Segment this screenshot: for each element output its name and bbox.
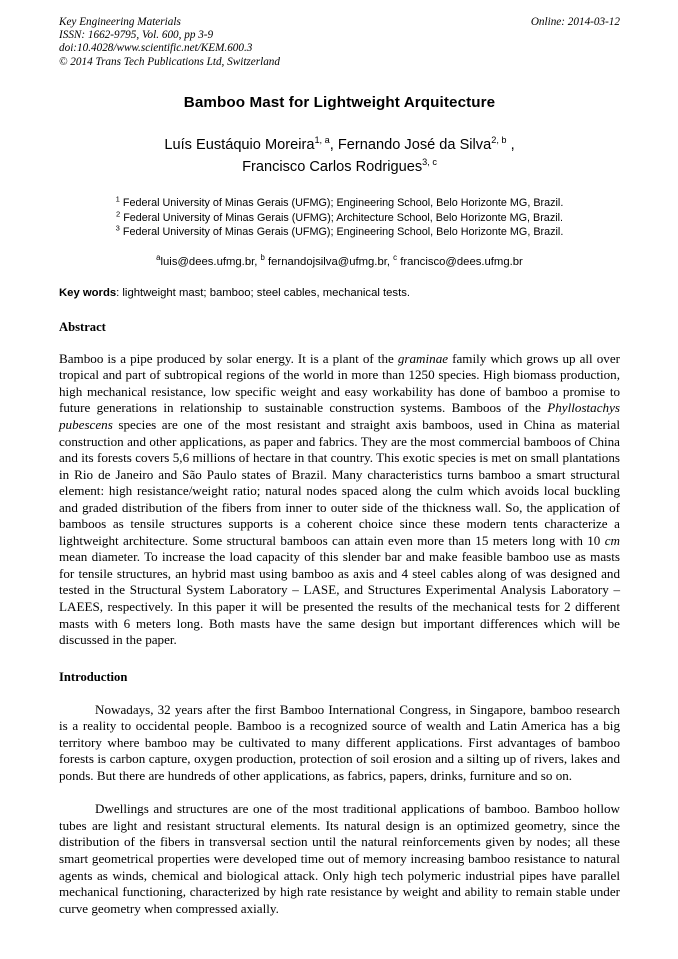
affiliation-item	[59, 225, 620, 240]
affiliation-marker: 2	[115, 209, 121, 218]
journal-copyright-line: © 2014 Trans Tech Publications Ltd, Switzerland	[59, 55, 280, 68]
journal-name: Key Engineering Materials	[59, 16, 181, 28]
journal-doi-line: doi:10.4028/www.scientific.net/KEM.600.3	[59, 42, 253, 55]
abstract-italic-unit-cm: cm	[604, 532, 620, 548]
abstract-italic-graminae: graminae	[397, 350, 449, 366]
affiliation-text: Federal University of Minas Gerais (UFMG); Architecture School, Belo Horizonte MG, Brazil.	[123, 211, 564, 224]
affiliation-item	[59, 196, 620, 211]
journal-issn-line: ISSN: 1662-9795, Vol. 600, pp 3-9	[59, 29, 214, 42]
email-address[interactable]: fernandojsilva@ufmg.br	[268, 255, 387, 268]
abstract-text-part-4: mean diameter. To increase the load capacity of this slender bar and make feasible bamboo use as masts for tensile structures, an hybrid mast using bamboo as axis and 4 steel cables along of was designed and tested in the Structural System Laboratory – LASE, and Structures Experimental Analysis Laboratory – LAEES, respectively. In this paper it will be presented the results of the mechanical tests for 2 different masts with 6 meters long. Both masts have the same design but important differences which will be discussed in the paper.	[59, 549, 620, 648]
keywords-label: Key words	[59, 286, 117, 299]
affiliation-text: Federal University of Minas Gerais (UFMG); Engineering School, Belo Horizonte MG, Brazil.	[122, 226, 564, 239]
introduction-paragraph: Dwellings and structures are one of the most traditional applications of bamboo. Bamboo hollow tubes are light and resistant structural elements. Its natural design is an optimized geometry, since the distribution of the fibers in transversal section until the natural reinforcements given by nodes; all these smart geometrical properties were developed time out of memory increasing bamboo resistance to natural agents as winds, chemical and biological attack. Only high tech polymeric industrial pipes have parallel mechanical functioning, characterized by high rate resistance by weight and ability to remain stable under curve geometry when compressed axially.	[59, 801, 620, 916]
affiliation-text: Federal University of Minas Gerais (UFMG); Engineering School, Belo Horizonte MG, Brazil.	[122, 197, 564, 209]
online-publication-date: Online: 2014-03-12	[530, 16, 620, 28]
affiliation-marker: 3	[115, 223, 120, 233]
keywords-value: lightweight mast; bamboo; steel cables, mechanical tests.	[122, 286, 411, 299]
author-name-3: Francisco Carlos Rodrigues	[242, 159, 423, 175]
keywords-separator: :	[116, 286, 123, 299]
abstract-heading: Abstract	[59, 319, 106, 334]
affiliation-item	[59, 211, 620, 226]
journal-header	[59, 16, 620, 72]
introduction-heading: Introduction	[59, 669, 128, 684]
email-separator: ,	[386, 255, 394, 268]
abstract-italic-phyllostachys: Phyllostachys pubescens	[59, 400, 620, 432]
abstract-paragraph	[59, 351, 620, 649]
email-address[interactable]: francisco@dees.ufmg.br	[400, 255, 523, 268]
author-affiliation-marker-2: 2, b	[491, 135, 507, 146]
page-title: Bamboo Mast for Lightweight Arquitecture	[183, 94, 496, 111]
author-separator-1: ,	[329, 137, 338, 153]
keywords-line	[59, 287, 620, 299]
email-separator: ,	[254, 255, 261, 268]
abstract-text-part-2: family which grows up all over tropical and part of subtropical regions of the world in more than 1250 species. High biomass production, high mechanical resistance, low specific weight and easy workability has done of bamboo a promise to future generations in relationship to sustainable construction systems. Bamboos of the	[59, 350, 620, 416]
affiliation-list	[59, 196, 620, 240]
abstract-text-part-3: species are one of the most resistant and straight axis bamboos, used in China as material construction and other applications, as paper and fabrics. They are the most commercial bamboos of China and its forests covers 5,6 millions of hectare in that country. This exotic species is met on small plantations in Rio de Janeiro and São Paulo states of Brazil. Many characteristics turns bamboo a smart structural element: high resistance/weight ratio; natural nodes spaced along the culm which avoids local buckling and graded distribution of the fibers from inner to outer side of the thickness wall. So, the application of bamboos as tensile structures supports is a coherent choice since these modern tents characterize a lightweight architecture. Some structural bamboos can attain even more than 15 meters long with 10	[59, 416, 620, 548]
affiliation-marker: 1	[115, 194, 120, 204]
author-line-1	[59, 134, 620, 156]
author-line-1-trailing: ,	[506, 137, 515, 153]
introduction-paragraph: Nowadays, 32 years after the first Bamboo International Congress, in Singapore, bamboo research is a reality to occidental people. Bamboo is a recognized source of wealth and Latin America has a big territory where bamboo may be cultivated to many different applications. First advantages of bamboo forests is carbon capture, oxygen production, protection of soil erosion and a silting up of rivers, lakes and ponds. But there are hundreds of other applications, as fabrics, papers, drinks, furniture and so on.	[59, 701, 620, 783]
email-marker: b	[260, 253, 265, 263]
email-address[interactable]: luis@dees.ufmg.br	[160, 255, 255, 268]
email-marker: c	[393, 253, 398, 263]
email-marker: a	[156, 253, 161, 263]
author-line-2	[59, 156, 620, 178]
author-affiliation-marker-3: 3, c	[422, 157, 437, 168]
author-email-list	[59, 253, 620, 268]
author-affiliation-marker-1: 1, a	[314, 135, 330, 146]
journal-header-left	[59, 16, 479, 69]
author-name-2: Fernando José da Silva	[337, 137, 492, 153]
abstract-text-part-1: Bamboo is a pipe produced by solar energy. It is a plant of the	[59, 350, 398, 366]
author-name-1: Luís Eustáquio Moreira	[164, 137, 315, 153]
author-list	[59, 134, 620, 178]
